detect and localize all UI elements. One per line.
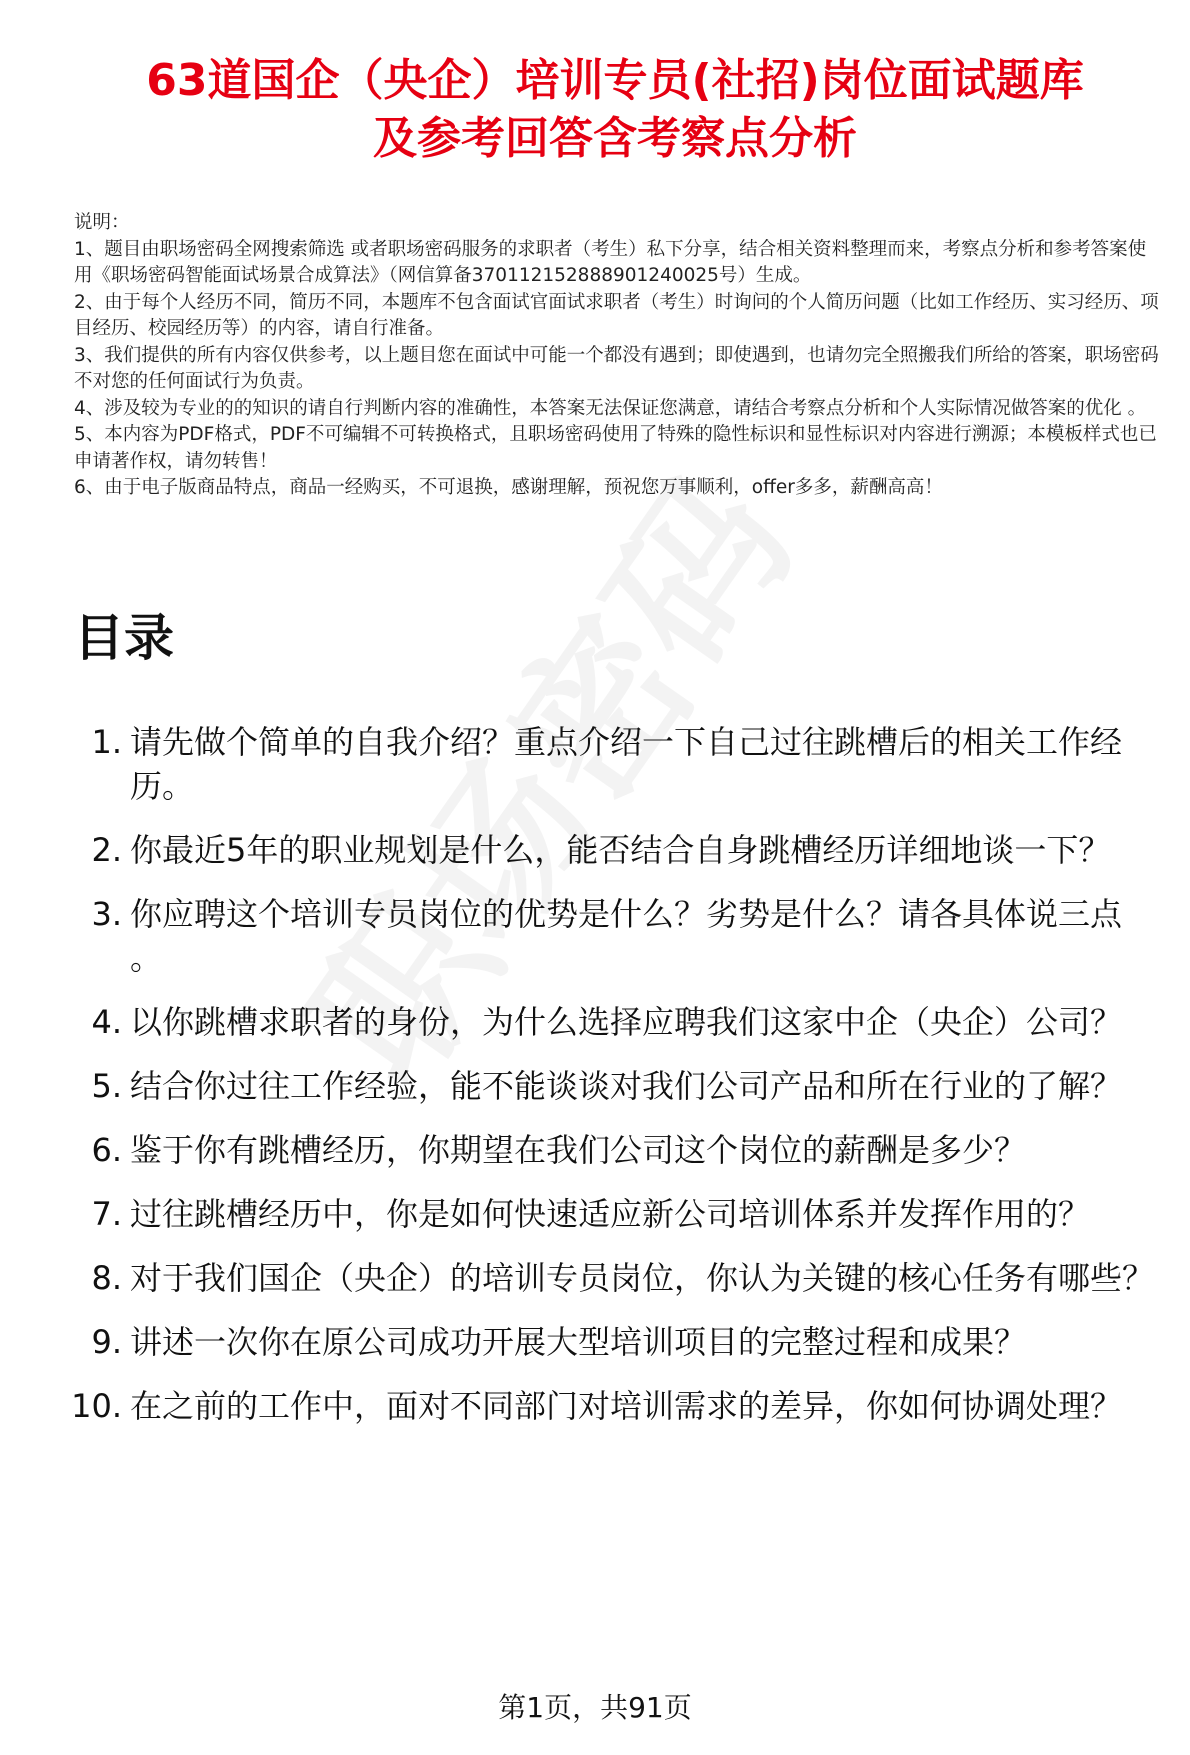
document-title <box>60 52 1170 168</box>
toc-item[interactable] <box>60 1384 1160 1428</box>
notes-section <box>74 210 1164 502</box>
toc-item-number: 2. <box>91 831 122 869</box>
toc-item-number: 1. <box>91 723 122 761</box>
toc-item-text: 以你跳槽求职者的身份，为什么选择应聘我们这家中企（央企）公司？ <box>130 1003 1123 1041</box>
toc-item-text: 结合你过往工作经验，能不能谈谈对我们公司产品和所在行业的了解？ <box>130 1067 1123 1105</box>
toc-item[interactable] <box>60 1064 1160 1108</box>
toc-item[interactable] <box>60 1192 1160 1236</box>
table-of-contents <box>60 720 1160 1448</box>
toc-item-number: 5. <box>91 1067 122 1105</box>
toc-item-number: 9. <box>91 1323 122 1361</box>
toc-item[interactable] <box>60 828 1160 872</box>
toc-item-number: 6. <box>91 1131 122 1169</box>
note-item: 2、由于每个人经历不同，简历不同，本题库不包含面试官面试求职者（考生）时询问的个人简历问题（比如工作经历、实习经历、项目经历、校园经历等）的内容，请自行准备。 <box>74 291 1159 339</box>
toc-item[interactable] <box>60 1320 1160 1364</box>
title-line-2: 及参考回答含考察点分析 <box>373 113 857 164</box>
toc-item[interactable] <box>60 1256 1160 1300</box>
title-line-1: 63道国企（央企）培训专员(社招)岗位面试题库 <box>146 55 1084 106</box>
toc-item-text: 鉴于你有跳槽经历，你期望在我们公司这个岗位的薪酬是多少？ <box>130 1131 1027 1169</box>
note-item: 4、涉及较为专业的的知识的请自行判断内容的准确性，本答案无法保证您满意，请结合考察点分析和个人实际情况做答案的优化 。 <box>74 397 1147 419</box>
toc-item-text: 过往跳槽经历中，你是如何快速适应新公司培训体系并发挥作用的？ <box>130 1195 1091 1233</box>
note-item: 6、由于电子版商品特点，商品一经购买，不可退换，感谢理解，预祝您万事顺利，offer多多，薪酬高高！ <box>74 477 943 498</box>
toc-item-text: 讲述一次你在原公司成功开展大型培训项目的完整过程和成果？ <box>130 1323 1027 1361</box>
toc-item[interactable] <box>60 892 1160 980</box>
toc-item-number: 7. <box>91 1195 122 1233</box>
toc-item[interactable] <box>60 720 1160 808</box>
note-item: 5、本内容为PDF格式，PDF不可编辑不可转换格式，且职场密码使用了特殊的隐性标识和显性标识对内容进行溯源；本模板样式也已申请著作权，请勿转售！ <box>74 424 1157 472</box>
toc-item-number: 8. <box>91 1259 122 1297</box>
toc-item[interactable] <box>60 1000 1160 1044</box>
toc-item-text: 你最近5年的职业规划是什么，能否结合自身跳槽经历详细地谈一下？ <box>130 831 1111 869</box>
toc-item[interactable] <box>60 1128 1160 1172</box>
toc-item-number: 10. <box>71 1387 122 1425</box>
page-footer: 第1页，共91页 <box>498 1691 692 1724</box>
toc-item-text: 对于我们国企（央企）的培训专员岗位，你认为关键的核心任务有哪些？ <box>130 1259 1155 1297</box>
notes-heading: 说明： <box>74 212 130 233</box>
toc-item-number: 4. <box>91 1003 122 1041</box>
toc-item-text: 在之前的工作中，面对不同部门对培训需求的差异，你如何协调处理？ <box>130 1387 1123 1425</box>
note-item: 1、题目由职场密码全网搜索筛选 或者职场密码服务的求职者（考生）私下分享，结合相关资料整理而来，考察点分析和参考答案使用《职场密码智能面试场景合成算法》（网信算备370112152888901240025号）生成。 <box>74 238 1147 286</box>
toc-heading: 目录 <box>74 609 174 667</box>
toc-item-number: 3. <box>91 895 122 933</box>
note-item: 3、我们提供的所有内容仅供参考，以上题目您在面试中可能一个都没有遇到；即使遇到，也请勿完全照搬我们所给的答案，职场密码不对您的任何面试行为负责。 <box>74 344 1159 392</box>
toc-item-text: 请先做个简单的自我介绍？重点介绍一下自己过往跳槽后的相关工作经历。 <box>130 723 1123 805</box>
toc-item-text: 你应聘这个培训专员岗位的优势是什么？劣势是什么？请各具体说三点 。 <box>130 895 1123 977</box>
